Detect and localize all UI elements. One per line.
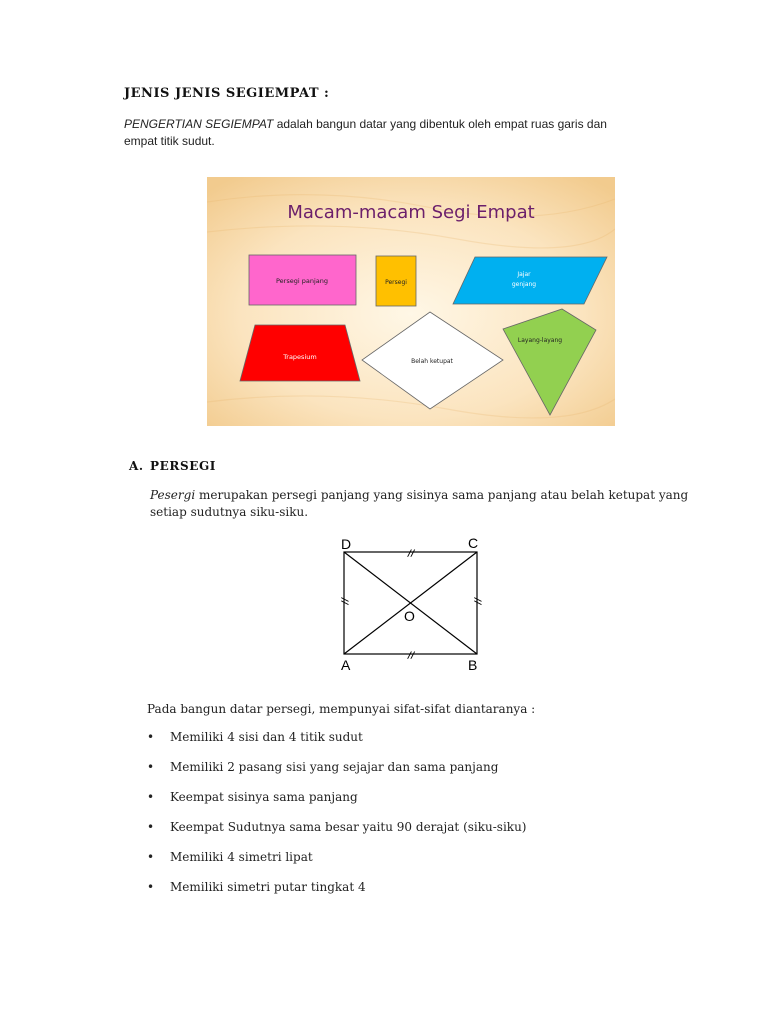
bullet: • [147,820,155,834]
center-o-label: O [404,608,415,624]
definition-line-1: merupakan persegi panjang yang sisinya sama panjang atau belah ketupat yang [195,488,689,502]
vertex-b-label: B [468,657,478,673]
property-text: Memiliki simetri putar tingkat 4 [170,880,366,894]
property-text: Keempat Sudutnya sama besar yaitu 90 derajat (siku-siku) [170,820,527,834]
bullet: • [147,790,155,804]
intro-line-2: empat titik sudut. [124,134,215,148]
figure-heading: Macam-macam Segi Empat [287,202,535,223]
definition-line-2: setiap sudutnya siku-siku. [150,505,309,519]
section-title: PERSEGI [150,459,217,473]
property-text: Memiliki 4 sisi dan 4 titik sudut [170,730,363,744]
bullet: • [147,730,155,744]
belah-ketupat-label: Belah ketupat [411,358,453,365]
list-item [147,820,526,850]
intro-paragraph [124,116,684,150]
property-text: Memiliki 4 simetri lipat [170,850,313,864]
intro-term: PENGERTIAN SEGIEMPAT [124,117,274,131]
layang-label: Layang-layang [517,337,563,344]
list-item [147,850,526,880]
list-item [147,880,526,910]
trapesium-label: Trapesium [283,353,317,361]
list-item [147,760,526,790]
definition-paragraph [150,487,710,521]
square-diagram [336,533,486,673]
property-text: Keempat sisinya sama panjang [170,790,358,804]
jajar-label-1: Jajar [517,271,531,278]
tick-right: // [472,598,482,605]
bullet: • [147,850,155,864]
quadrilateral-types-figure [207,177,615,426]
section-heading [129,459,216,473]
tick-top: // [408,549,415,559]
tick-bottom: // [408,651,415,661]
intro-line-1: adalah bangun datar yang dibentuk oleh empat ruas garis dan [273,117,607,131]
definition-term: Pesergi [150,488,196,502]
list-item [147,790,526,820]
persegi-label: Persegi [385,279,407,286]
bullet: • [147,880,155,894]
property-text: Memiliki 2 pasang sisi yang sejajar dan sama panjang [170,760,499,774]
properties-intro: Pada bangun datar persegi, mempunyai sifat-sifat diantaranya : [147,702,536,716]
bullet: • [147,760,155,774]
vertex-d-label: D [341,536,352,552]
persegi-panjang-label: Persegi panjang [275,277,329,285]
tick-left: // [339,598,349,605]
vertex-a-label: A [341,657,351,673]
list-item [147,730,526,760]
page-title: JENIS JENIS SEGIEMPAT : [124,86,330,101]
vertex-c-label: C [468,535,479,551]
section-number: A. [129,459,144,473]
properties-list [147,730,526,910]
jajar-label-2: genjang [511,281,537,288]
